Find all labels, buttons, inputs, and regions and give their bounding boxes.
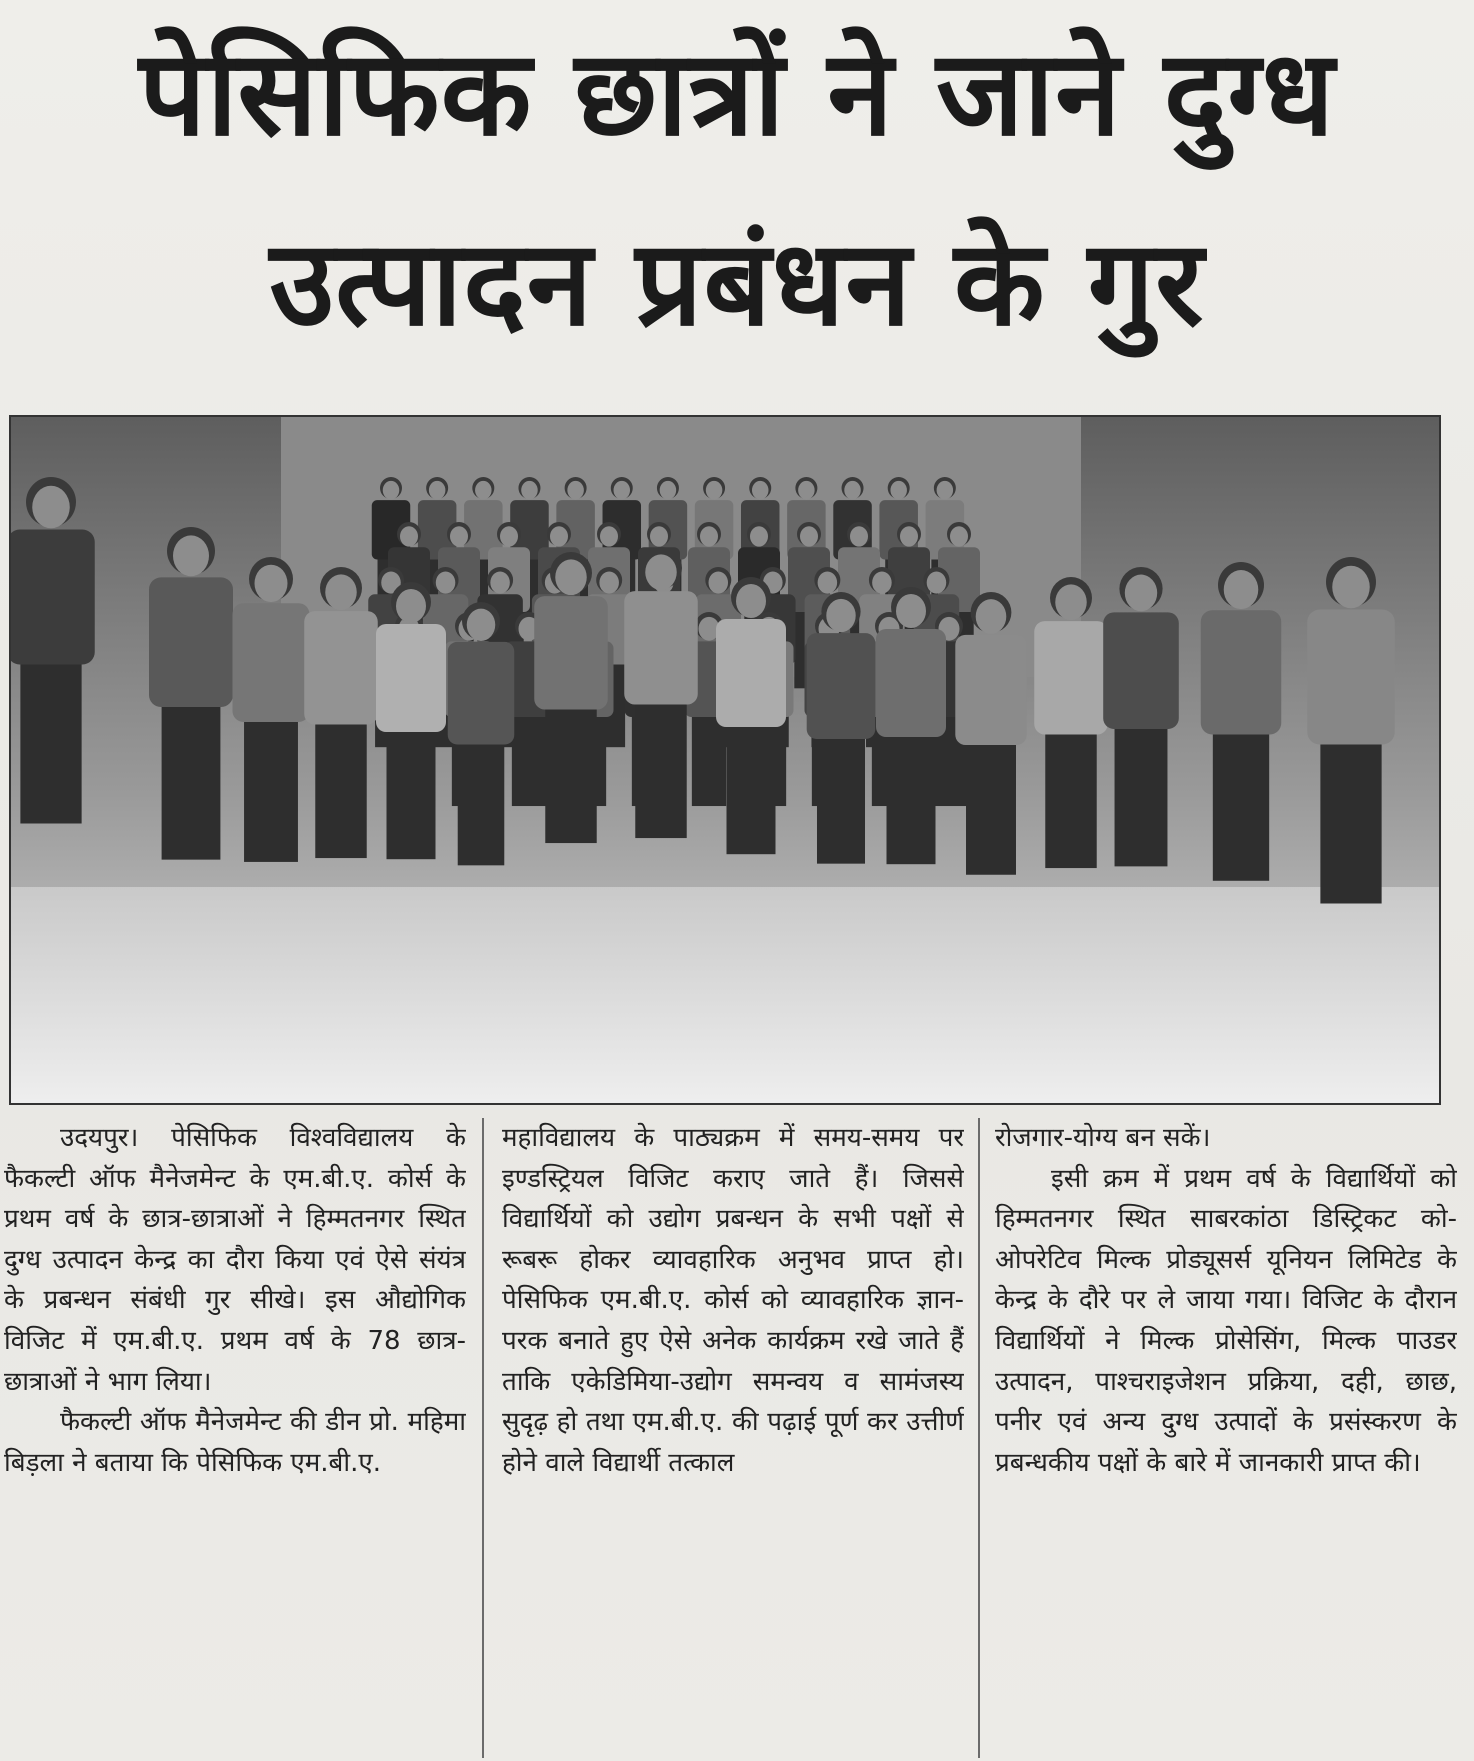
article-paragraph: उदयपुर। पेसिफिक विश्वविद्यालय के फैकल्टी ऑफ मैनेजमेन्ट के एम.बी.ए. कोर्स के प्रथम वर्ष के छात्र-छात्राओं ने हिम्मतनगर स्थित दुग्ध उत्पादन केन्द्र का दौरा किया एवं ऐसे संयंत्र के प्रबन्धन संबंधी गुर सीखे। इस औद्योगिक विजिट में एम.बी.ए. प्रथम वर्ष के 78 छात्र-छात्राओं ने भाग लिया। xyxy=(4,1123,466,1397)
group-photo xyxy=(9,415,1441,1105)
headline-line-2: उत्पादन प्रबंधन के गुर xyxy=(269,214,1205,352)
article-paragraph: फैकल्टी ऑफ मैनेजमेन्ट की डीन प्रो. महिमा बिड़ला ने बताया कि पेसिफिक एम.बी.ए. xyxy=(4,1407,466,1478)
column-rule-2 xyxy=(978,1118,980,1758)
group-photo-icon xyxy=(11,417,1439,1103)
column-rule-1 xyxy=(482,1118,484,1758)
article-paragraph: महाविद्यालय के पाठ्यक्रम में समय-समय पर इण्डस्ट्रियल विजिट कराए जाते हैं। जिससे विद्यार्थियों को उद्योग प्रबन्धन के सभी पक्षों से रूबरू होकर व्यावहारिक अनुभव प्राप्त हो। पेसिफिक एम.बी.ए. कोर्स को व्यावहारिक ज्ञान-परक बनाते हुए ऐसे अनेक कार्यक्रम रखे जाते हैं ताकि एकेडिमिया-उद्योग समन्वय व सामंजस्य सुदृढ़ हो तथा एम.बी.ए. की पढ़ाई पूर्ण कर उत्तीर्ण होने वाले विद्यार्थी तत्काल xyxy=(502,1123,964,1478)
article-column-3 xyxy=(995,1118,1457,1758)
article-column-1 xyxy=(4,1118,466,1758)
article-paragraph: इसी क्रम में प्रथम वर्ष के विद्यार्थियों को हिम्मतनगर स्थित साबरकांठा डिस्ट्रिकट को-ओपरेटिव मिल्क प्रोड्यूसर्स यूनियन लिमिटेड के केन्द्र के दौरे पर ले जाया गया। विजिट के दौरान विद्यार्थियों ने मिल्क प्रोसेसिंग, मिल्क पाउडर उत्पादन, पाश्चराइजेशन प्रक्रिया, दही, छाछ, पनीर एवं अन्य दुग्ध उत्पादों के प्रसंस्करण के प्रबन्धकीय पक्षों के बारे में जानकारी प्राप्त की। xyxy=(995,1163,1457,1478)
headline-line-1: पेसिफिक छात्रों ने जाने दुग्ध xyxy=(138,24,1336,162)
article-column-2 xyxy=(502,1118,964,1758)
article-paragraph: रोजगार-योग्य बन सकें। xyxy=(995,1123,1211,1153)
